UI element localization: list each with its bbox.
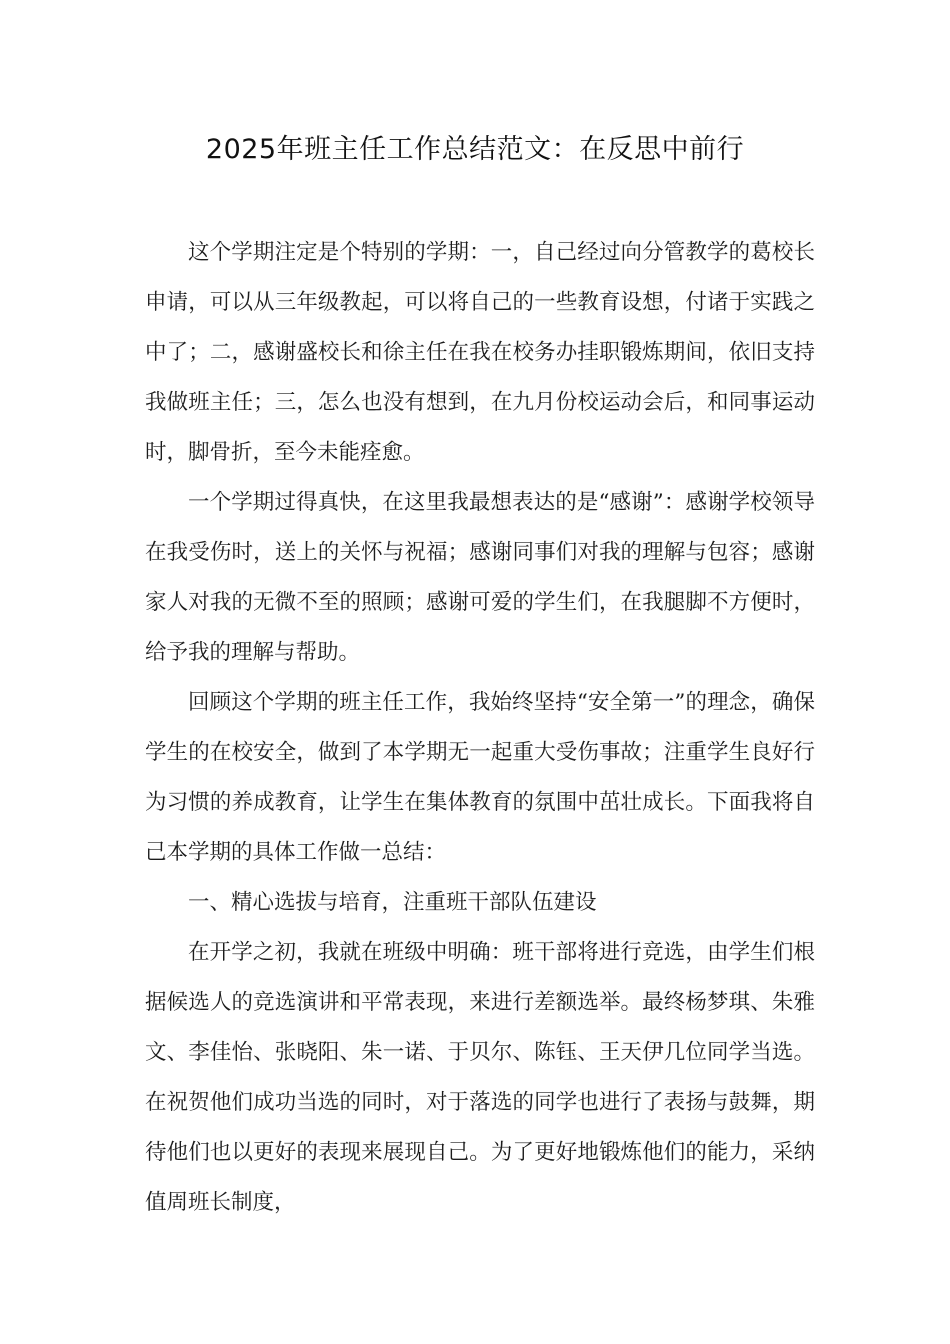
paragraph-class-cadre: 在开学之初，我就在班级中明确：班干部将进行竞选，由学生们根据候选人的竞选演讲和平常表现，来进行差额选举。最终杨梦琪、朱雅文、李佳怡、张晓阳、朱一诺、于贝尔、陈钰、王天伊几位同学当选。在祝贺他们成功当选的同时，对于落选的同学也进行了表扬与鼓舞，期待他们也以更好的表现来展现自己。为了更好地锻炼他们的能力，采纳值周班长制度， [145, 940, 815, 1215]
document-title: 2025年班主任工作总结范文：在反思中前行 [205, 134, 745, 165]
section-heading-1: 一、精心选拔与培育，注重班干部队伍建设 [188, 890, 597, 915]
paragraph-intro: 这个学期注定是个特别的学期：一，自己经过向分管教学的葛校长申请，可以从三年级教起，可以将自己的一些教育设想，付诸于实践之中了；二，感谢盛校长和徐主任在我在校务办挂职锻炼期间，依旧支持我做班主任；三，怎么也没有想到，在九月份校运动会后，和同事运动时，脚骨折，至今未能痊愈。 [145, 240, 815, 465]
paragraph-thanks: 一个学期过得真快，在这里我最想表达的是“感谢”：感谢学校领导在我受伤时，送上的关怀与祝福；感谢同事们对我的理解与包容；感谢家人对我的无微不至的照顾；感谢可爱的学生们，在我腿脚不方便时，给予我的理解与帮助。 [145, 490, 815, 665]
paragraph-review: 回顾这个学期的班主任工作，我始终坚持“安全第一”的理念，确保学生的在校安全，做到了本学期无一起重大受伤事故；注重学生良好行为习惯的养成教育，让学生在集体教育的氛围中茁壮成长。下面我将自己本学期的具体工作做一总结： [145, 690, 815, 865]
document-body [145, 228, 815, 1228]
